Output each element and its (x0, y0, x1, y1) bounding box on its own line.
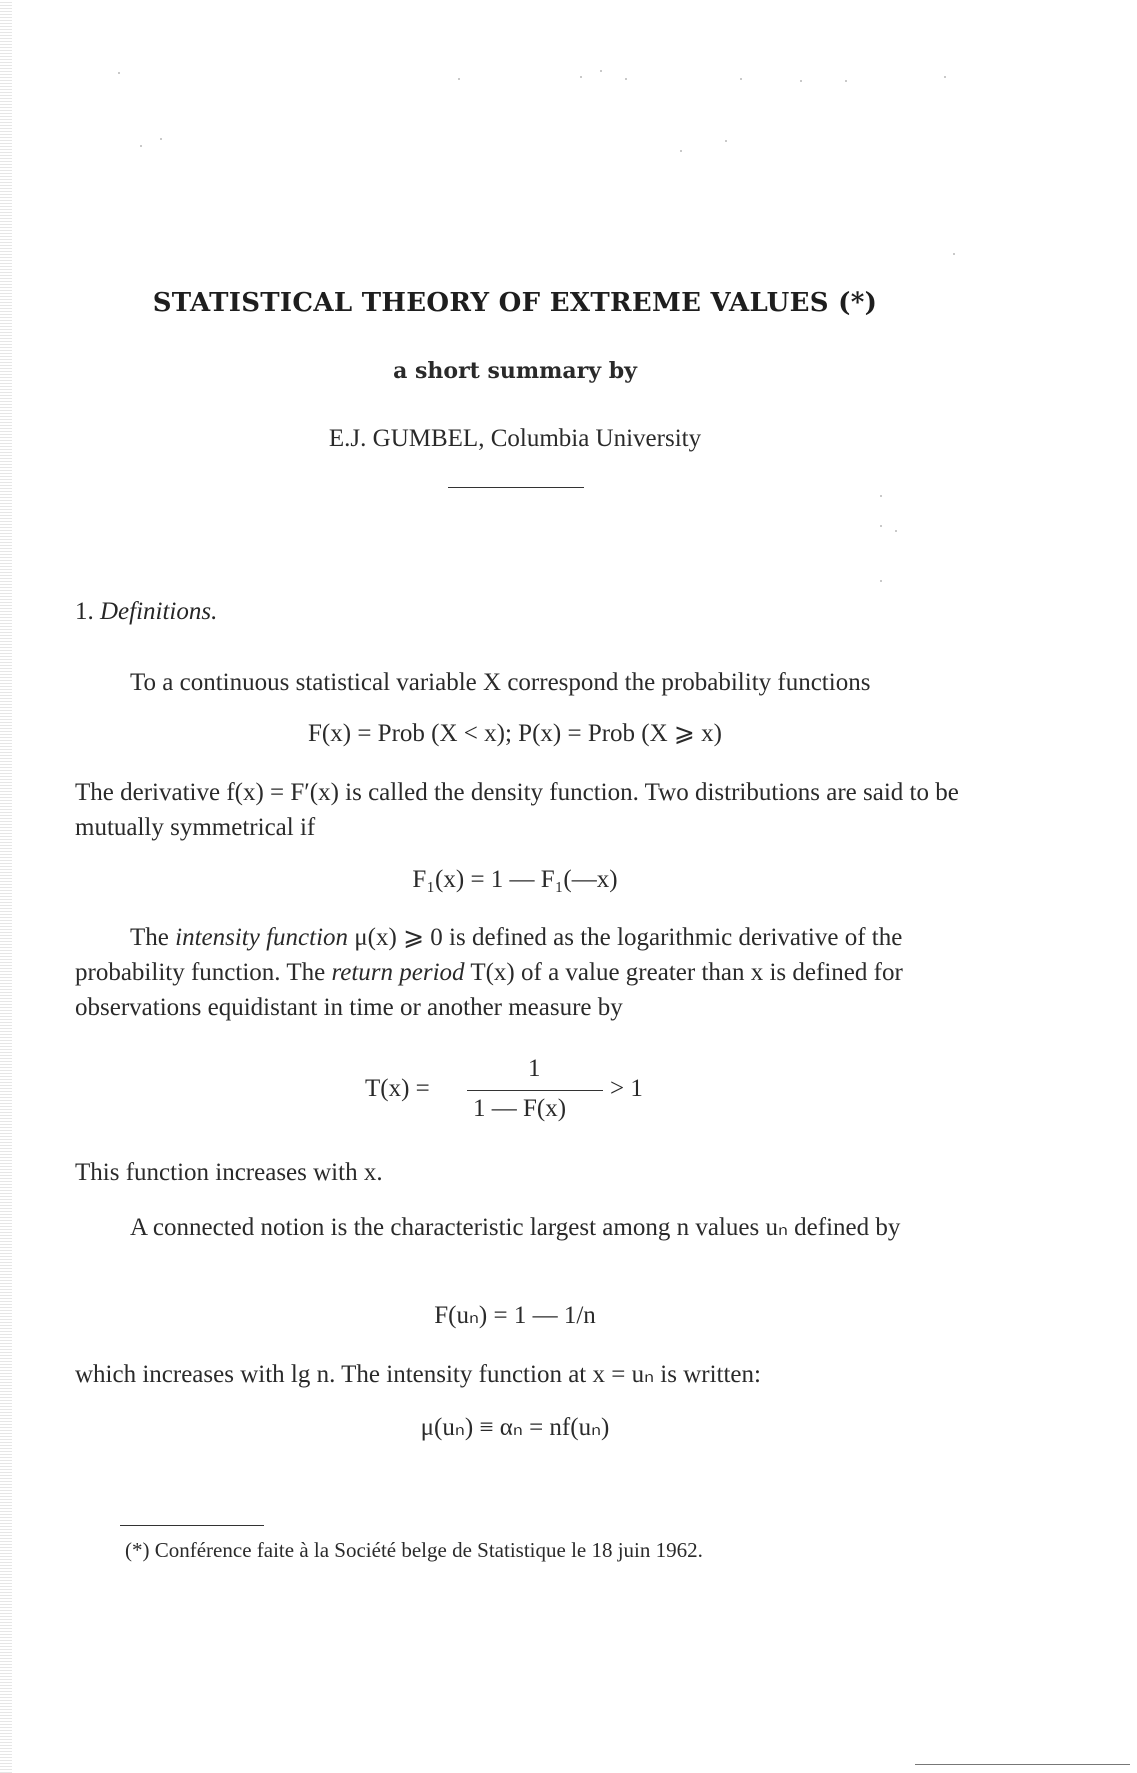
paragraph-4: This function increases with x. (75, 1159, 383, 1186)
footnote: (*) Conférence faite à la Société belge de Statistique le 18 juin 1962. (125, 1538, 703, 1562)
section-number: 1. (75, 598, 94, 625)
scan-speck (580, 76, 582, 78)
paper-subtitle: a short summary by (393, 358, 637, 384)
paper-title: STATISTICAL THEORY OF EXTREME VALUES (*) (152, 288, 878, 318)
bottom-edge-line (915, 1764, 1130, 1765)
section-heading (75, 598, 217, 626)
fraction-denominator: 1 — F(x) (473, 1095, 567, 1122)
section-name: Definitions. (100, 598, 218, 625)
paragraph-2: The derivative f(x) = F′(x) is called the density function. Two distributions are said to be mutually symmetrical if (75, 779, 959, 841)
paragraph-3 (75, 920, 960, 1025)
scan-speck (725, 140, 727, 142)
equation-return-period-rhs: > 1 (610, 1075, 643, 1102)
paragraph-1: To a continuous statistical variable X correspond the probability functions (130, 669, 871, 696)
paragraph-3-text-c: μ(x) ⩾ 0 is defined as the logarithmic derivative of the probability function. The (75, 924, 903, 986)
paragraph-3-text-e: T(x) of a value greater than x is defined for observations equidistant in time or another measure by (75, 959, 903, 1021)
scan-speck (880, 525, 882, 527)
fraction-bar (467, 1090, 603, 1091)
scan-speck (740, 78, 742, 80)
fraction-numerator: 1 (528, 1055, 541, 1082)
title-divider (448, 487, 584, 488)
equation-probability-functions: F(x) = Prob (X < x); P(x) = Prob (X ⩾ x) (308, 720, 722, 747)
equation-symmetry: F₁(x) = 1 — F₁(—x) (412, 866, 618, 893)
scan-speck (118, 72, 120, 74)
equation-intensity-at-un: μ(uₙ) ≡ αₙ = nf(uₙ) (420, 1414, 610, 1441)
scan-speck (880, 580, 882, 582)
scan-speck (600, 70, 602, 72)
scan-speck (953, 253, 955, 255)
scan-speck (944, 76, 946, 78)
scan-speck (680, 150, 682, 152)
paper-author: E.J. GUMBEL, Columbia University (328, 425, 702, 452)
paragraph-5: A connected notion is the characteristic largest among n values uₙ defined by (130, 1214, 901, 1241)
scan-speck (895, 530, 897, 532)
scan-speck (625, 78, 627, 80)
paragraph-6: which increases with lg n. The intensity function at x = uₙ is written: (75, 1361, 761, 1388)
term-intensity-function: intensity function (175, 924, 349, 951)
scan-speck (880, 495, 882, 497)
scan-speck (140, 145, 142, 147)
equation-return-period (365, 1055, 695, 1125)
scan-speck (800, 80, 802, 82)
paragraph-3-text-a: The (130, 924, 176, 951)
footnote-divider (120, 1525, 264, 1526)
scan-speck (845, 80, 847, 82)
equation-characteristic-largest: F(uₙ) = 1 — 1/n (434, 1302, 596, 1329)
term-return-period: return period (331, 959, 465, 986)
scan-speck (458, 78, 460, 80)
equation-return-period-lhs: T(x) = (365, 1075, 430, 1102)
scan-speck (160, 138, 162, 140)
